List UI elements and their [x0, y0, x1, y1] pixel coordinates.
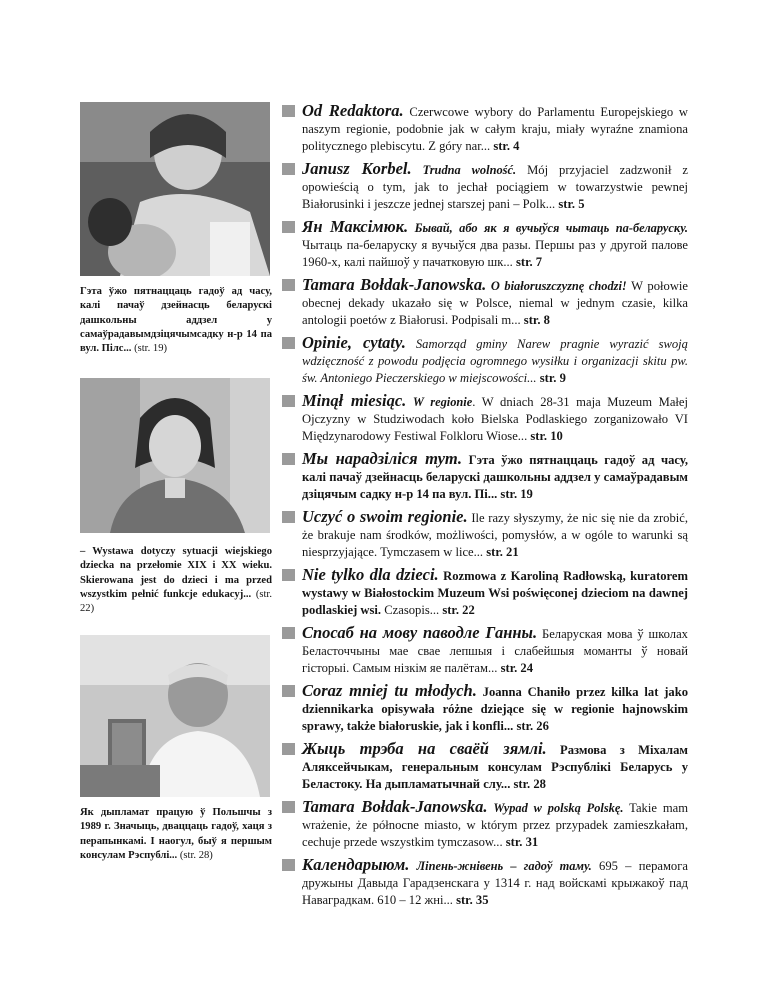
- caption-2: – Wystawa dotyczy sytuacji wiejskiego dziecka na przełomie XIX i XX wieku. Skierowana jest do dzieci i ma przed wszystkim pełnić funkcje edukacyj... (str. 22): [80, 546, 272, 615]
- bullet-square-icon: [282, 395, 295, 407]
- caption-1: Гэта ўжо пятнаццаць гадоў ад часу, калі пачаў дзейнасць беларускі дашкольны аддзел у самаўрадавымдзіцячымсадку н-р 14 па вул. Пілс... (str. 19): [80, 286, 272, 355]
- bullet-square-icon: [282, 859, 295, 871]
- caption-3: Як дыпламат працую ў Польшчы з 1989 г. Значыць, дваццаць гадоў, хаця з перапынкамі. І наогул, быў я першым консулам Рэспублі... (str. 28): [80, 807, 272, 861]
- bullet-square-icon: [282, 163, 295, 175]
- bullet-square-icon: [282, 279, 295, 291]
- toc-entry[interactable]: Tamara Bołdak-Janowska. O białoruszczyznę chodzi! W połowie obecnej dekady ukazało się w Polsce, niemal w jednym czasie, kilka antologii poetów z Białorusi. Podpisali m... str. 8: [282, 276, 688, 329]
- bullet-square-icon: [282, 569, 295, 581]
- toc-entry[interactable]: Opinie, cytaty. Samorząd gminy Narew pragnie wyrazić swoją wdzięczność z powodu podjęcia ogromnego wysiłku i organizacji skitu pw. św. Antoniego Pieczerskiego w miejscowości... str. 9: [282, 334, 688, 387]
- toc-entry[interactable]: Coraz mniej tu młodych. Joanna Chaniło przez kilka lat jako dziennikarka opisywała różne dziejące się w regionie hajnowskim sprawy, także białoruskie, jak i konfli... str. 26: [282, 682, 688, 735]
- toc-entry[interactable]: Жыць трэба на сваёй зямлі. Размова з Міхалам Аляксейчыкам, генеральным консулам Рэспублікі Беларусь у Беластоку. На дыпламатычнай слу... str. 28: [282, 740, 688, 793]
- bullet-square-icon: [282, 105, 295, 117]
- bullet-square-icon: [282, 627, 295, 639]
- toc-entry[interactable]: Tamara Bołdak-Janowska. Wypad w polską Polskę. Takie mam wrażenie, że północne miasto, w którym przez przypadek zamieszkałam, cechuje przede wszystkim tymczasow... str. 31: [282, 798, 688, 851]
- bullet-square-icon: [282, 685, 295, 697]
- toc-entry[interactable]: Uczyć o swoim regionie. Ile razy słyszymy, że nic się nie da zrobić, że brakuje nam środków, możliwości, pomysłów, a w ogóle to warunki są niesprzyjające. Tymczasem w lice... str. 21: [282, 508, 688, 561]
- toc-entry[interactable]: Janusz Korbel. Trudna wolność. Mój przyjaciel zadzwonił z opowieścią o tym, jak to jechał pociągiem w towarzystwie pewnej Białorusinki i jeszcze jednej starszej pani – Polk... str. 5: [282, 160, 688, 213]
- bullet-square-icon: [282, 337, 295, 349]
- toc-entry[interactable]: Спосаб на мову паводле Ганны. Беларуская мова ў школах Беласточчыны мае свае лепшыя і слабейшыя моманты ў новай гісторыі. Самым нізкім яе палётам... str. 24: [282, 624, 688, 677]
- toc-entry[interactable]: Od Redaktora. Czerwcowe wybory do Parlamentu Europejskiego w naszym regionie, podobnie jak w całym kraju, miały wyraźne znamiona politycznego plebiscytu. Z góry nar... str. 4: [282, 102, 688, 155]
- toc-entry[interactable]: Ян Максімюк. Бывай, або як я вучыўся чытаць па-беларуску. Чытаць па-беларуску я вучыўся два разы. Першы раз у другой палове 1960-х, калі пайшоў у пачатковую шк... str. 7: [282, 218, 688, 271]
- toc-entry[interactable]: Календарыюм. Ліпень-жнівень – гадоў таму. 695 – перамога дружыны Давыда Гарадзенскага у 1314 г. над войскамі крыжакоў пад Наваградкам. 610 – 12 жні... str. 35: [282, 856, 688, 909]
- bullet-square-icon: [282, 801, 295, 813]
- bullet-square-icon: [282, 511, 295, 523]
- toc-entry[interactable]: Minął miesiąc. W regionie. W dniach 28-31 maja Muzeum Małej Ojczyzny w Studziwodach koło Bielska Podlaskiego zorganizowało VI Międzynarodowy Festiwal Folkloru Wiose... str. 10: [282, 392, 688, 445]
- bullet-square-icon: [282, 743, 295, 755]
- photo-teacher-with-children: [80, 102, 270, 276]
- toc-entry[interactable]: Мы нарадзіліся тут. Гэта ўжо пятнаццаць гадоў ад часу, калі пачаў дзейнасць беларускі дашкольны аддзел у самаўрадавым дзіцячым садку н-р 14 па вул. Пі... str. 19: [282, 450, 688, 503]
- toc-entry[interactable]: Nie tylko dla dzieci. Rozmowa z Karoliną Radłowską, kuratorem wystawy w Białostockim Muzeum Wsi poświęconej dzieciom na dawnej podlaskiej wsi. Czasopis... str. 22: [282, 566, 688, 619]
- photo-museum-curator: [80, 378, 270, 533]
- bullet-square-icon: [282, 453, 295, 465]
- table-of-contents: [282, 102, 688, 914]
- photo-consul: [80, 635, 270, 797]
- bullet-square-icon: [282, 221, 295, 233]
